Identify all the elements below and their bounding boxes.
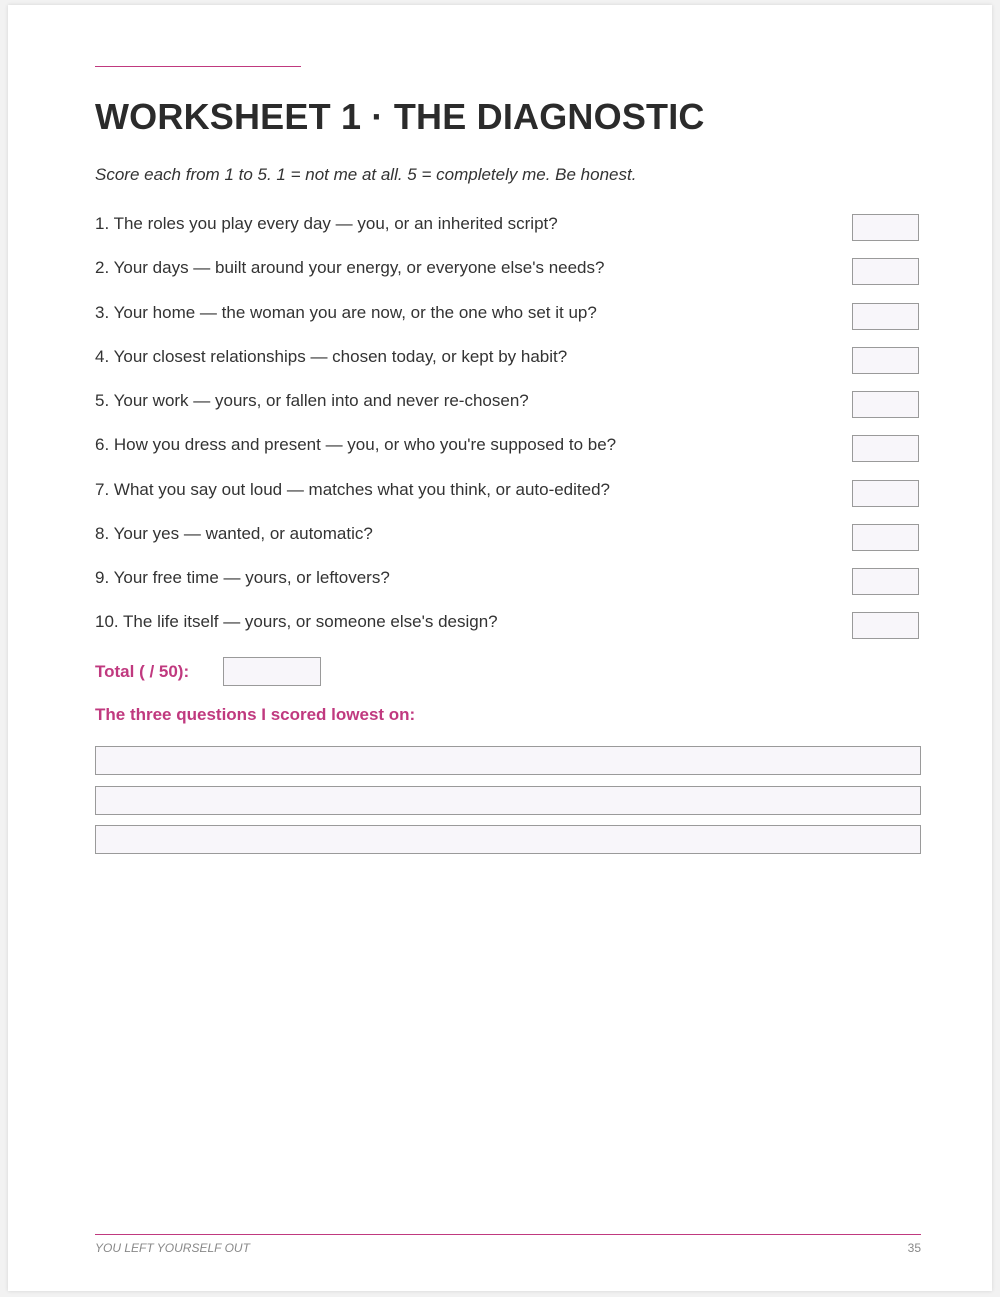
footer-rule	[95, 1234, 921, 1235]
score-input[interactable]	[852, 258, 919, 285]
question-row	[95, 612, 921, 642]
question-row	[95, 480, 921, 510]
question-row	[95, 524, 921, 554]
score-input[interactable]	[852, 524, 919, 551]
question-text: 4. Your closest relationships — chosen today, or kept by habit?	[95, 347, 568, 366]
score-input[interactable]	[852, 303, 919, 330]
page-title: WORKSHEET 1 · THE DIAGNOSTIC	[95, 96, 705, 137]
total-input[interactable]	[223, 657, 321, 686]
total-label: Total ( / 50):	[95, 662, 190, 681]
question-text: 7. What you say out loud — matches what you think, or auto-edited?	[95, 480, 611, 499]
question-text: 5. Your work — yours, or fallen into and never re-chosen?	[95, 391, 529, 410]
question-row	[95, 568, 921, 598]
question-row	[95, 303, 921, 333]
instructions-text: Score each from 1 to 5. 1 = not me at all. 5 = completely me. Be honest.	[95, 165, 637, 184]
question-row	[95, 258, 921, 288]
question-text: 2. Your days — built around your energy, or everyone else's needs?	[95, 258, 605, 277]
question-text: 3. Your home — the woman you are now, or the one who set it up?	[95, 303, 597, 322]
question-row	[95, 391, 921, 421]
question-text: 9. Your free time — yours, or leftovers?	[95, 568, 390, 587]
top-accent-rule	[95, 66, 301, 67]
lowest-scores-label: The three questions I scored lowest on:	[95, 705, 416, 724]
question-text: 10. The life itself — yours, or someone else's design?	[95, 612, 498, 631]
question-row	[95, 435, 921, 465]
score-input[interactable]	[852, 435, 919, 462]
score-input[interactable]	[852, 347, 919, 374]
lowest-answer-field[interactable]	[95, 825, 921, 854]
question-text: 1. The roles you play every day — you, or an inherited script?	[95, 214, 558, 233]
lowest-answer-field[interactable]	[95, 786, 921, 815]
lowest-answer-field[interactable]	[95, 746, 921, 775]
question-row	[95, 214, 921, 244]
score-input[interactable]	[852, 391, 919, 418]
page-number: 35	[907, 1241, 921, 1255]
score-input[interactable]	[852, 480, 919, 507]
question-text: 6. How you dress and present — you, or who you're supposed to be?	[95, 435, 617, 454]
score-input[interactable]	[852, 612, 919, 639]
footer-book-title: YOU LEFT YOURSELF OUT	[95, 1241, 250, 1255]
score-input[interactable]	[852, 568, 919, 595]
score-input[interactable]	[852, 214, 919, 241]
question-row	[95, 347, 921, 377]
question-text: 8. Your yes — wanted, or automatic?	[95, 524, 373, 543]
worksheet-page	[8, 5, 992, 1291]
